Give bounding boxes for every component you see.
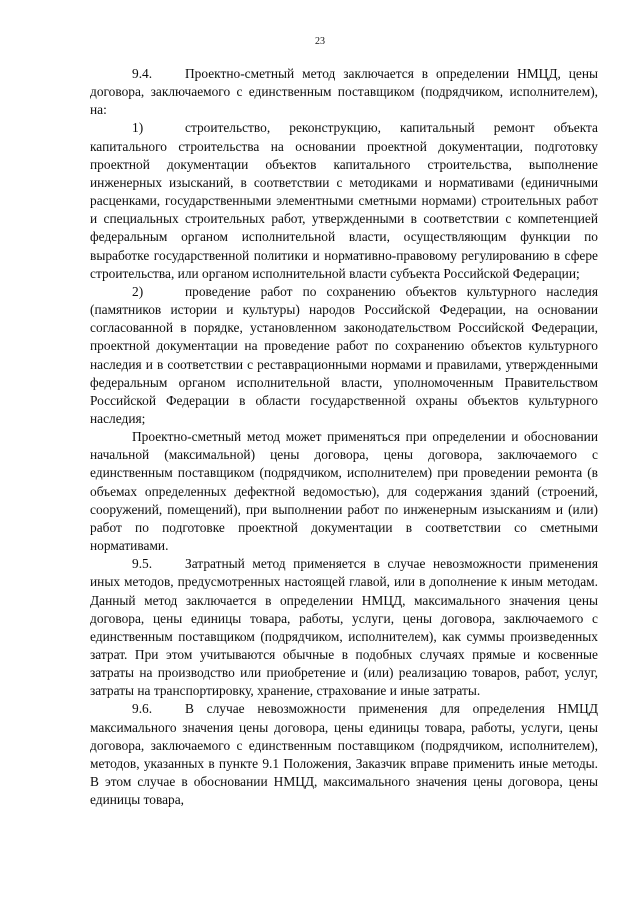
paragraph-number: 9.5. <box>132 556 153 572</box>
paragraph-9-5 <box>90 555 598 700</box>
list-item-text: строительство, реконструкцию, капитальный ремонт объекта капитального строительства на основании проектной документации, подготовку проектной документации объектов капитального строительства, выполнение инженерных изысканий, в соответствии с методиками и нормативами (единичными расценками, государственными элементными сметными нормами) строительных работ и специальных строительных работ, утвержденными в соответствии с компетенцией федеральным органом исполнительной власти, осуществляющим функции по выработке государственной политики и нормативно-правовому регулированию в сфере строительства, или органом исполнительной власти субъекта Российской Федерации; <box>90 120 598 281</box>
paragraph-9-6 <box>90 700 598 809</box>
paragraph-text: В случае невозможности применения для определения НМЦД максимального значения цены договора, цены единицы товара, работы, услуги, цены договора, заключаемого с единственным поставщиком (подрядчиком, исполнителем), методов, указанных в пункте 9.1 Положения, Заказчик вправе применить иные методы. В этом случае в обосновании НМЦД, максимального значения цены договора, цены единицы товара, <box>90 701 598 808</box>
paragraph-project-estimate-note <box>90 428 598 555</box>
list-item-number: 2) <box>132 283 144 299</box>
paragraph-9-4 <box>90 65 598 119</box>
page-number: 23 <box>315 36 325 47</box>
paragraph-text: Проектно-сметный метод может применяться при определении и обосновании начальной (максимальной) цены договора, цены договора, заключаемого с единственным поставщиком (подрядчиком, исполнителем) при проведении ремонта (в объемах определенных дефектной ведомостью), для содержания зданий (строений, сооружений, помещений), при выполнении работ по инженерным изысканиям и (или) работ по подготовке проектной документации в соответствии со сметными нормативами. <box>90 429 598 554</box>
list-item-1 <box>90 119 598 282</box>
list-item-text: проведение работ по сохранению объектов культурного наследия (памятников истории и культуры) народов Российской Федерации, на основании согласованной в порядке, установленном законодательством Российской Федерации, проектной документации на проведение работ по сохранению объектов культурного наследия и в соответствии с реставрационными нормами и правилами, утвержденными федеральным органом исполнительной власти, уполномоченным Правительством Российской Федерации в области государственной охраны объектов культурного наследия; <box>90 283 598 426</box>
list-item-number: 1) <box>132 120 144 136</box>
paragraph-number: 9.4. <box>132 66 153 81</box>
paragraph-number: 9.6. <box>132 701 153 717</box>
paragraph-text: Проектно-сметный метод заключается в определении НМЦД, цены договора, заключаемого с единственным поставщиком (подрядчиком, исполнителем), на: <box>90 66 598 118</box>
document-body <box>90 65 598 809</box>
paragraph-text: Затратный метод применяется в случае невозможности применения иных методов, предусмотренных настоящей главой, или в дополнение к иным методам. Данный метод заключается в определении НМЦД, максимального значения цены договора, цены единицы товара, работы, услуги, цены договора, заключаемого с единственным поставщиком (подрядчиком, исполнителем), как суммы произведенных затрат. При этом учитываются обычные в подобных случаях прямые и косвенные затраты на производство или приобретение и (или) реализацию товаров, работ, услуг, затраты на транспортировку, хранение, страхование и иные затраты. <box>90 556 598 699</box>
list-item-2 <box>90 283 598 428</box>
